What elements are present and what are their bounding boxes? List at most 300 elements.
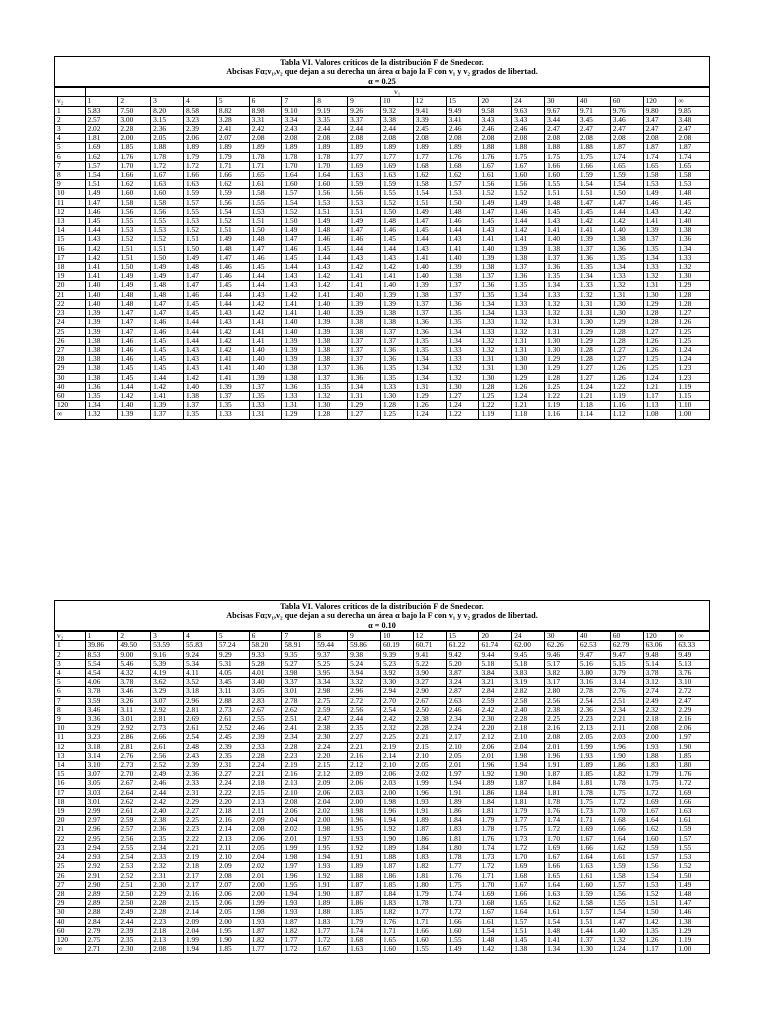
row-header: 1 bbox=[55, 106, 85, 115]
column-header: 40 bbox=[577, 632, 610, 641]
table-cell: 2.46 bbox=[446, 705, 479, 714]
table-cell: 9.39 bbox=[380, 650, 413, 659]
table-cell: 1.39 bbox=[577, 235, 610, 244]
table-cell: 1.82 bbox=[610, 770, 643, 779]
table-cell: 2.14 bbox=[183, 908, 216, 917]
table-row bbox=[55, 152, 709, 161]
table-cell: 1.43 bbox=[446, 235, 479, 244]
table-cell: 1.33 bbox=[446, 345, 479, 354]
table-cell: 9.32 bbox=[380, 106, 413, 115]
table-cell: 9.24 bbox=[183, 650, 216, 659]
table-cell: 2.17 bbox=[183, 880, 216, 889]
table-cell: 1.79 bbox=[512, 807, 545, 816]
table-cell: 2.16 bbox=[183, 889, 216, 898]
table-cell: 2.08 bbox=[282, 134, 315, 143]
table-cell: 1.49 bbox=[512, 198, 545, 207]
table-cell: 1.08 bbox=[643, 410, 676, 419]
table-cell: 1.67 bbox=[577, 834, 610, 843]
table-cell: 2.73 bbox=[151, 724, 184, 733]
table-cell: 2.86 bbox=[118, 733, 151, 742]
table-cell: 2.14 bbox=[380, 751, 413, 760]
table-cell: 39.86 bbox=[85, 641, 118, 650]
table-cell: 1.47 bbox=[183, 272, 216, 281]
table-cell: 1.79 bbox=[348, 917, 381, 926]
table-cell: 1.45 bbox=[413, 226, 446, 235]
table-cell: 1.36 bbox=[348, 373, 381, 382]
table-cell: 2.06 bbox=[676, 724, 709, 733]
table-cell: 1.51 bbox=[643, 899, 676, 908]
table-cell: 2.05 bbox=[151, 134, 184, 143]
row-header: 13 bbox=[55, 751, 85, 760]
table-title: Tabla VI. Valores críticos de la distribución F de Snedecor. bbox=[280, 58, 484, 67]
table-cell: 1.77 bbox=[282, 935, 315, 944]
table-cell: 2.07 bbox=[216, 134, 249, 143]
table-cell: 1.49 bbox=[479, 198, 512, 207]
table-cell: 1.34 bbox=[479, 299, 512, 308]
table-cell: 2.30 bbox=[118, 945, 151, 954]
table-cell: 2.69 bbox=[183, 715, 216, 724]
table-cell: 1.99 bbox=[282, 843, 315, 852]
table-cell: 3.27 bbox=[413, 678, 446, 687]
table-cell: 2.08 bbox=[348, 134, 381, 143]
table-cell: 2.39 bbox=[249, 733, 282, 742]
table-row bbox=[55, 364, 709, 373]
table-cell: 2.94 bbox=[85, 843, 118, 852]
table-cell: 2.44 bbox=[151, 788, 184, 797]
column-header: 40 bbox=[577, 97, 610, 106]
table-cell: 1.57 bbox=[512, 917, 545, 926]
table-cell: 1.38 bbox=[315, 345, 348, 354]
table-cell: 1.69 bbox=[512, 862, 545, 871]
table-cell: 2.17 bbox=[446, 733, 479, 742]
table-cell: 1.33 bbox=[512, 309, 545, 318]
table-cell: 2.59 bbox=[479, 696, 512, 705]
table-cell: 1.49 bbox=[118, 272, 151, 281]
table-cell: 2.84 bbox=[85, 917, 118, 926]
table-cell: 1.59 bbox=[676, 825, 709, 834]
table-cell: 1.45 bbox=[151, 364, 184, 373]
table-cell: 2.52 bbox=[216, 724, 249, 733]
table-cell: 2.13 bbox=[151, 935, 184, 944]
table-cell: 1.44 bbox=[85, 226, 118, 235]
table-cell: 1.42 bbox=[183, 373, 216, 382]
table-row bbox=[55, 705, 709, 714]
table-cell: 1.58 bbox=[676, 171, 709, 180]
table-cell: 1.41 bbox=[216, 364, 249, 373]
table-cell: 1.66 bbox=[413, 926, 446, 935]
table-cell: 1.33 bbox=[545, 290, 578, 299]
table-cell: 1.36 bbox=[676, 235, 709, 244]
table-cell: 1.31 bbox=[479, 355, 512, 364]
table-cell: 1.34 bbox=[348, 382, 381, 391]
table-cell: 1.61 bbox=[577, 871, 610, 880]
table-cell: 1.81 bbox=[85, 134, 118, 143]
table-cell: 1.38 bbox=[545, 244, 578, 253]
table-cell: 1.71 bbox=[380, 926, 413, 935]
table-cell: 1.46 bbox=[643, 198, 676, 207]
table-cell: 1.31 bbox=[643, 281, 676, 290]
table-cell: 5.31 bbox=[216, 659, 249, 668]
table-cell: 1.28 bbox=[676, 290, 709, 299]
table-cell: 1.73 bbox=[446, 899, 479, 908]
table-cell: 2.19 bbox=[183, 853, 216, 862]
table-cell: 1.43 bbox=[85, 235, 118, 244]
table-cell: 2.04 bbox=[183, 926, 216, 935]
column-header: ∞ bbox=[676, 632, 709, 641]
table-cell: 1.75 bbox=[577, 797, 610, 806]
table-cell: 3.83 bbox=[512, 669, 545, 678]
table-cell: 1.35 bbox=[380, 364, 413, 373]
table-cell: 1.27 bbox=[577, 373, 610, 382]
table-cell: 1.58 bbox=[118, 198, 151, 207]
table-cell: 1.50 bbox=[643, 908, 676, 917]
table-cell: 2.20 bbox=[315, 751, 348, 760]
table-cell: 1.31 bbox=[545, 318, 578, 327]
row-header: 60 bbox=[55, 926, 85, 935]
table-row bbox=[55, 889, 709, 898]
table-cell: 9.16 bbox=[151, 650, 184, 659]
table-cell: 1.51 bbox=[413, 198, 446, 207]
table-cell: 1.53 bbox=[676, 853, 709, 862]
table-cell: 3.43 bbox=[479, 115, 512, 124]
table-cell: 1.49 bbox=[446, 945, 479, 954]
table-cell: 1.25 bbox=[479, 391, 512, 400]
table-header bbox=[55, 57, 709, 87]
table-cell: 1.64 bbox=[643, 816, 676, 825]
table-cell: 3.29 bbox=[151, 687, 184, 696]
table-cell: 5.54 bbox=[85, 659, 118, 668]
table-cell: 1.26 bbox=[643, 336, 676, 345]
table-cell: 1.42 bbox=[512, 226, 545, 235]
table-cell: 1.50 bbox=[249, 226, 282, 235]
table-cell: 2.54 bbox=[183, 733, 216, 742]
table-cell: 3.16 bbox=[577, 678, 610, 687]
table-cell: 1.55 bbox=[151, 217, 184, 226]
table-cell: 1.41 bbox=[249, 336, 282, 345]
table-row bbox=[55, 207, 709, 216]
table-cell: 62.53 bbox=[577, 641, 610, 650]
table-cell: 1.49 bbox=[85, 189, 118, 198]
table-cell: 1.48 bbox=[676, 189, 709, 198]
table-cell: 1.44 bbox=[183, 327, 216, 336]
table-cell: 5.46 bbox=[118, 659, 151, 668]
table-cell: 1.38 bbox=[315, 336, 348, 345]
table-cell: 2.38 bbox=[545, 705, 578, 714]
table-cell: 1.69 bbox=[380, 161, 413, 170]
table-cell: 1.32 bbox=[479, 336, 512, 345]
table-cell: 1.38 bbox=[85, 355, 118, 364]
table-cell: 1.57 bbox=[643, 853, 676, 862]
table-cell: 1.65 bbox=[249, 171, 282, 180]
table-cell: 1.55 bbox=[413, 945, 446, 954]
table-cell: 2.76 bbox=[118, 751, 151, 760]
row-header: 5 bbox=[55, 143, 85, 152]
table-cell: 2.70 bbox=[118, 770, 151, 779]
table-cell: 2.10 bbox=[216, 853, 249, 862]
table-row bbox=[55, 134, 709, 143]
table-cell: 2.16 bbox=[545, 724, 578, 733]
table-cell: 9.37 bbox=[315, 650, 348, 659]
row-header: 7 bbox=[55, 696, 85, 705]
table-cell: 1.89 bbox=[479, 779, 512, 788]
table-cell: 1.89 bbox=[446, 143, 479, 152]
table-cell: 1.48 bbox=[479, 935, 512, 944]
table-subtitle: Abcisas Fα;v₁,v₂ que dejan a su derecha un área α bajo la F con v₁ y v₂ grados de libertad. bbox=[226, 611, 538, 621]
table-cell: 1.77 bbox=[413, 908, 446, 917]
table-cell: 1.44 bbox=[183, 336, 216, 345]
table-cell: 2.46 bbox=[512, 125, 545, 134]
table-cell: 1.98 bbox=[380, 797, 413, 806]
table-cell: 1.98 bbox=[315, 825, 348, 834]
table-cell: 1.59 bbox=[216, 189, 249, 198]
f-values-table bbox=[55, 87, 709, 418]
column-header: 12 bbox=[413, 97, 446, 106]
table-cell: 1.34 bbox=[413, 355, 446, 364]
table-cell: 1.31 bbox=[512, 336, 545, 345]
table-cell: 9.29 bbox=[216, 650, 249, 659]
table-cell: 2.56 bbox=[348, 705, 381, 714]
table-cell: 1.38 bbox=[85, 336, 118, 345]
table-cell: 1.87 bbox=[676, 143, 709, 152]
table-cell: 1.37 bbox=[413, 299, 446, 308]
column-header: 12 bbox=[413, 632, 446, 641]
table-cell: 3.48 bbox=[676, 115, 709, 124]
table-cell: 2.21 bbox=[249, 770, 282, 779]
table-cell: 9.19 bbox=[315, 106, 348, 115]
table-cell: 1.34 bbox=[610, 263, 643, 272]
table-cell: 1.44 bbox=[315, 253, 348, 262]
table-cell: 1.39 bbox=[446, 263, 479, 272]
table-cell: 1.97 bbox=[676, 733, 709, 742]
table-cell: 62.79 bbox=[610, 641, 643, 650]
column-header: 20 bbox=[479, 97, 512, 106]
table-cell: 2.90 bbox=[85, 880, 118, 889]
table-cell: 1.40 bbox=[479, 244, 512, 253]
table-cell: 1.56 bbox=[151, 207, 184, 216]
table-cell: 1.43 bbox=[479, 226, 512, 235]
column-header: 7 bbox=[282, 632, 315, 641]
table-cell: 1.49 bbox=[118, 281, 151, 290]
table-cell: 2.54 bbox=[577, 696, 610, 705]
table-cell: 2.78 bbox=[577, 687, 610, 696]
table-cell: 1.41 bbox=[348, 272, 381, 281]
table-cell: 1.30 bbox=[643, 290, 676, 299]
table-cell: 3.12 bbox=[643, 678, 676, 687]
table-row bbox=[55, 650, 709, 659]
table-cell: 2.55 bbox=[118, 843, 151, 852]
table-cell: 1.89 bbox=[446, 797, 479, 806]
table-cell: 2.02 bbox=[282, 825, 315, 834]
table-cell: 1.70 bbox=[282, 161, 315, 170]
table-cell: 63.06 bbox=[643, 641, 676, 650]
table-cell: 2.22 bbox=[216, 788, 249, 797]
table-cell: 1.26 bbox=[610, 373, 643, 382]
table-cell: 2.32 bbox=[151, 862, 184, 871]
table-cell: 9.45 bbox=[512, 650, 545, 659]
table-cell: 2.43 bbox=[282, 125, 315, 134]
table-cell: 2.21 bbox=[610, 715, 643, 724]
table-cell: 1.45 bbox=[249, 263, 282, 272]
table-cell: 1.56 bbox=[118, 207, 151, 216]
table-cell: 9.49 bbox=[446, 106, 479, 115]
table-cell: 1.29 bbox=[282, 410, 315, 419]
table-row bbox=[55, 935, 709, 944]
table-cell: 1.44 bbox=[249, 272, 282, 281]
table-cell: 2.53 bbox=[118, 862, 151, 871]
table-cell: 1.38 bbox=[446, 272, 479, 281]
table-cell: 1.34 bbox=[446, 336, 479, 345]
table-cell: 1.36 bbox=[610, 244, 643, 253]
table-cell: 1.93 bbox=[249, 917, 282, 926]
table-cell: 1.50 bbox=[151, 253, 184, 262]
table-cell: 1.12 bbox=[610, 410, 643, 419]
table-cell: 3.24 bbox=[446, 678, 479, 687]
table-cell: 1.47 bbox=[577, 198, 610, 207]
table-cell: 2.15 bbox=[249, 788, 282, 797]
table-cell: 2.38 bbox=[315, 724, 348, 733]
table-cell: 1.51 bbox=[118, 253, 151, 262]
row-header: 8 bbox=[55, 705, 85, 714]
table-cell: 1.42 bbox=[85, 244, 118, 253]
table-cell: 1.41 bbox=[643, 217, 676, 226]
table-cell: 1.60 bbox=[577, 880, 610, 889]
table-cell: 1.97 bbox=[446, 770, 479, 779]
table-cell: 1.91 bbox=[446, 788, 479, 797]
table-cell: 2.92 bbox=[118, 724, 151, 733]
table-cell: 1.41 bbox=[85, 263, 118, 272]
table-cell: 1.36 bbox=[348, 364, 381, 373]
table-cell: 1.60 bbox=[446, 926, 479, 935]
table-cell: 4.01 bbox=[249, 669, 282, 678]
table-cell: 2.89 bbox=[85, 899, 118, 908]
table-cell: 1.65 bbox=[610, 161, 643, 170]
table-cell: 1.33 bbox=[610, 272, 643, 281]
table-cell: 1.36 bbox=[446, 299, 479, 308]
table-cell: 2.18 bbox=[151, 926, 184, 935]
table-cell: 1.37 bbox=[577, 935, 610, 944]
table-cell: 2.29 bbox=[183, 797, 216, 806]
table-cell: 2.08 bbox=[446, 134, 479, 143]
table-cell: 1.40 bbox=[610, 226, 643, 235]
table-cell: 3.18 bbox=[85, 742, 118, 751]
table-cell: 2.00 bbox=[315, 816, 348, 825]
table-cell: 2.32 bbox=[643, 705, 676, 714]
table-cell: 1.96 bbox=[545, 751, 578, 760]
table-cell: 2.40 bbox=[512, 705, 545, 714]
table-cell: 1.89 bbox=[249, 143, 282, 152]
table-cell: 1.39 bbox=[282, 355, 315, 364]
table-cell: 1.48 bbox=[249, 235, 282, 244]
column-header: 6 bbox=[249, 97, 282, 106]
table-cell: 1.42 bbox=[118, 391, 151, 400]
table-cell: 1.39 bbox=[282, 336, 315, 345]
table-cell: 3.62 bbox=[151, 678, 184, 687]
table-cell: 3.41 bbox=[446, 115, 479, 124]
table-cell: 1.49 bbox=[315, 217, 348, 226]
table-cell: 2.47 bbox=[610, 125, 643, 134]
table-cell: 2.67 bbox=[249, 705, 282, 714]
table-cell: 1.73 bbox=[512, 834, 545, 843]
table-cell: 2.74 bbox=[643, 687, 676, 696]
table-cell: 1.72 bbox=[151, 161, 184, 170]
table-cell: 2.46 bbox=[479, 125, 512, 134]
column-header: 120 bbox=[643, 632, 676, 641]
table-cell: 1.40 bbox=[85, 281, 118, 290]
table-cell: 1.78 bbox=[479, 825, 512, 834]
table-cell: 1.46 bbox=[249, 253, 282, 262]
table-cell: 1.43 bbox=[348, 253, 381, 262]
table-cell: 1.90 bbox=[380, 834, 413, 843]
table-cell: 1.32 bbox=[446, 364, 479, 373]
table-cell: 1.54 bbox=[545, 917, 578, 926]
table-cell: 1.35 bbox=[85, 391, 118, 400]
table-cell: 3.14 bbox=[610, 678, 643, 687]
table-cell: 1.96 bbox=[610, 742, 643, 751]
table-cell: 1.24 bbox=[446, 401, 479, 410]
table-cell: 1.39 bbox=[413, 281, 446, 290]
table-cell: 2.87 bbox=[446, 687, 479, 696]
table-cell: 1.25 bbox=[545, 382, 578, 391]
table-cell: 1.76 bbox=[676, 770, 709, 779]
table-cell: 1.26 bbox=[610, 364, 643, 373]
table-cell: 1.28 bbox=[610, 327, 643, 336]
table-cell: 1.47 bbox=[348, 226, 381, 235]
table-cell: 3.37 bbox=[282, 678, 315, 687]
table-cell: 1.51 bbox=[216, 226, 249, 235]
table-cell: 1.88 bbox=[348, 871, 381, 880]
table-cell: 2.28 bbox=[249, 751, 282, 760]
table-cell: 8.58 bbox=[183, 106, 216, 115]
table-cell: 1.87 bbox=[348, 889, 381, 898]
table-row bbox=[55, 115, 709, 124]
table-cell: 1.40 bbox=[282, 318, 315, 327]
v2-label: v₂ bbox=[55, 97, 85, 106]
table-cell: 2.28 bbox=[118, 125, 151, 134]
column-header: 2 bbox=[118, 97, 151, 106]
table-cell: 1.78 bbox=[610, 779, 643, 788]
table-row bbox=[55, 807, 709, 816]
table-cell: 2.19 bbox=[282, 761, 315, 770]
table-cell: 1.80 bbox=[446, 843, 479, 852]
table-cell: 2.16 bbox=[282, 770, 315, 779]
column-header: 3 bbox=[151, 97, 184, 106]
table-cell: 2.47 bbox=[643, 125, 676, 134]
row-header: 6 bbox=[55, 152, 85, 161]
table-cell: 1.89 bbox=[348, 143, 381, 152]
table-cell: 2.23 bbox=[282, 751, 315, 760]
table-row bbox=[55, 687, 709, 696]
table-cell: 1.35 bbox=[183, 410, 216, 419]
table-cell: 1.37 bbox=[380, 336, 413, 345]
table-cell: 1.14 bbox=[577, 410, 610, 419]
column-header: 9 bbox=[348, 97, 381, 106]
table-cell: 1.49 bbox=[282, 226, 315, 235]
table-cell: 9.33 bbox=[249, 650, 282, 659]
table-cell: 9.00 bbox=[118, 650, 151, 659]
table-cell: 1.32 bbox=[610, 281, 643, 290]
table-cell: 1.76 bbox=[545, 807, 578, 816]
table-cell: 1.72 bbox=[545, 825, 578, 834]
table-cell: 9.76 bbox=[610, 106, 643, 115]
table-cell: 2.59 bbox=[315, 705, 348, 714]
table-cell: 3.10 bbox=[676, 678, 709, 687]
table-cell: 9.41 bbox=[413, 650, 446, 659]
table-cell: 2.01 bbox=[479, 751, 512, 760]
row-header: 23 bbox=[55, 309, 85, 318]
table-cell: 2.45 bbox=[413, 125, 446, 134]
table-cell: 1.31 bbox=[479, 364, 512, 373]
table-cell: 1.61 bbox=[610, 853, 643, 862]
